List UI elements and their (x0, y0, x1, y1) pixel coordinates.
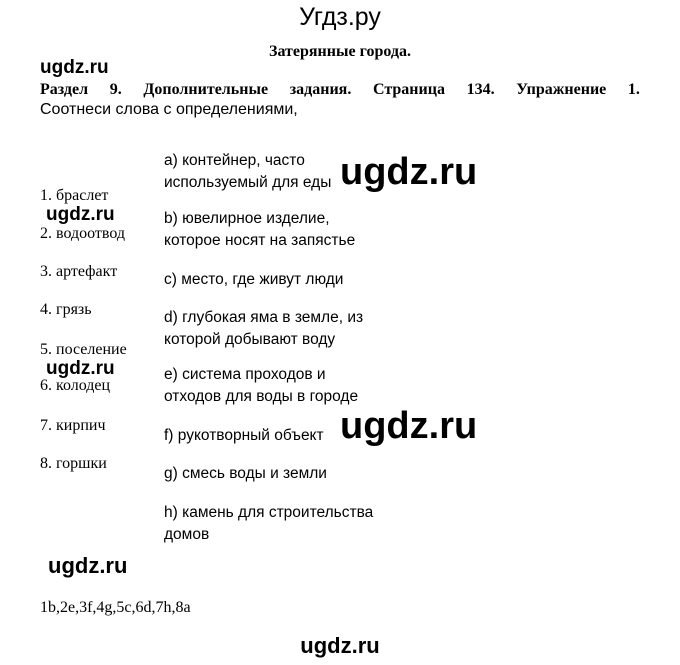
word-item: 1. браслет (40, 187, 109, 204)
section-header-part: 9. (109, 81, 122, 98)
definition-line: b) ювелирное изделие, (164, 210, 330, 227)
word-item: 7. кирпич (40, 417, 106, 434)
section-header-part: задания. (289, 81, 352, 98)
watermark: ugdz.ru (48, 553, 128, 578)
definition-line: которой добывают воду (164, 331, 336, 348)
site-title: Угдз.ру (299, 3, 381, 31)
instruction-text: Соотнеси слова с определениями, (40, 101, 298, 118)
word-item: 4. грязь (40, 301, 92, 318)
definition-line: e) система проходов и (164, 366, 326, 383)
section-header (40, 80, 640, 100)
word-item: 3. артефакт (40, 263, 118, 280)
definition-item (164, 502, 373, 546)
word-item: 2. водоотвод (40, 225, 126, 242)
definition-line: g) смесь воды и земли (164, 465, 327, 482)
definition-item (164, 150, 331, 194)
section-header-part: 1. (627, 81, 640, 98)
definition-line: c) место, где живут люди (164, 271, 344, 288)
definition-item (164, 208, 355, 252)
word-item: 8. горшки (40, 455, 107, 472)
section-header-part: Упражнение (516, 81, 607, 98)
answer-key: 1b,2e,3f,4g,5c,6d,7h,8a (40, 599, 191, 616)
definition-item (164, 425, 324, 447)
word-item: 6. колодец (40, 377, 111, 394)
definition-item (164, 364, 358, 408)
watermark: ugdz.ru (40, 57, 109, 78)
definition-line: которое носят на запястье (164, 232, 356, 249)
watermark: ugdz.ru (340, 405, 478, 447)
watermark: ugdz.ru (46, 204, 115, 225)
section-header-part: 134. (466, 81, 495, 98)
definition-line: f) рукотворный объект (164, 427, 324, 444)
definition-line: h) камень для строительства (164, 504, 374, 521)
definition-item (164, 463, 327, 485)
watermark: ugdz.ru (340, 151, 478, 193)
section-header-part: Дополнительные (143, 81, 269, 98)
watermark: ugdz.ru (46, 358, 115, 379)
definition-line: a) контейнер, часто (164, 152, 305, 169)
definition-item (164, 269, 343, 291)
definition-line: d) глубокая яма в земле, из (164, 309, 364, 326)
definition-line: используемый для еды (164, 174, 332, 191)
definition-line: домов (164, 526, 210, 543)
section-header-part: Страница (372, 81, 445, 98)
document-title: Затерянные города. (269, 43, 411, 60)
watermark: ugdz.ru (300, 633, 380, 658)
section-header-part: Раздел (40, 81, 89, 98)
definition-line: отходов для воды в городе (164, 388, 359, 405)
word-item: 5. поселение (40, 341, 127, 358)
definition-item (164, 307, 363, 351)
